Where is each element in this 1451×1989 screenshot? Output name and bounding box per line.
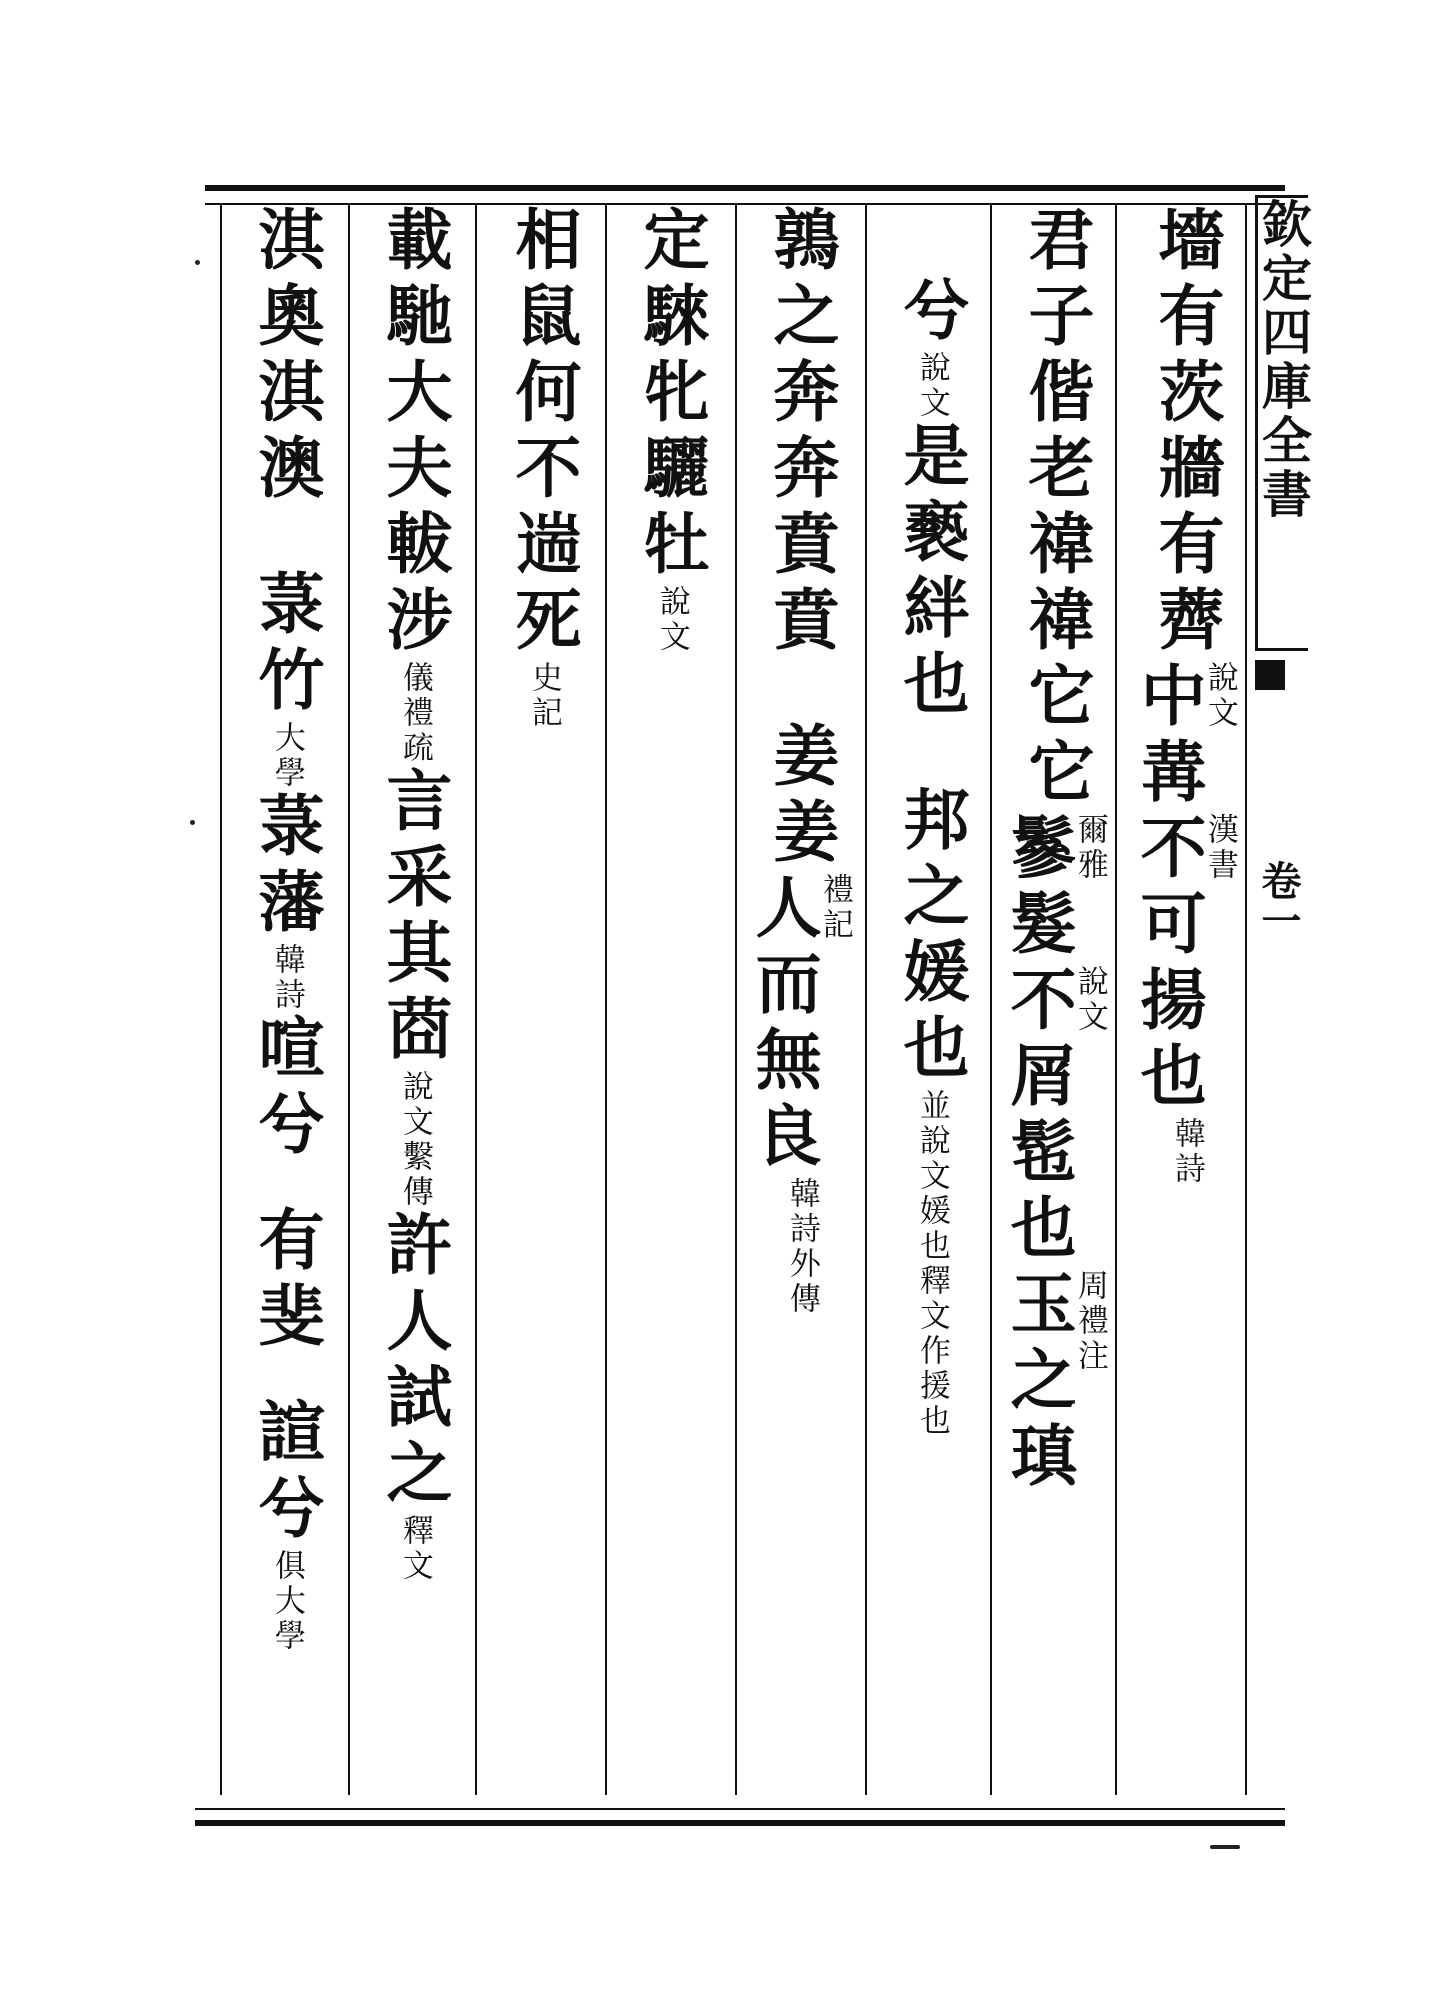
fishtail-mark [1255, 660, 1285, 690]
annotation-note: 史記 [525, 661, 562, 731]
column-segment [999, 965, 1108, 1269]
annotation-note: 禮記 [816, 873, 853, 943]
margin-juan-label: 卷一 [1255, 860, 1302, 940]
annotation-note: 並說文媛也釋文作援也 [913, 1089, 950, 1439]
main-text: 許人試之 [375, 1210, 453, 1514]
main-text: 中冓 [1129, 661, 1208, 813]
main-text: 載馳大夫軷涉 [375, 205, 453, 661]
margin-title-box [1254, 195, 1313, 651]
main-text: 不屑髢也 [999, 965, 1078, 1269]
annotation-note: 周禮注 [1071, 1269, 1108, 1374]
column-rule [735, 205, 737, 1795]
main-text: 鶉之奔奔賁賁 [762, 205, 840, 661]
margin-book-title: 欽定四庫全書 [1254, 198, 1313, 522]
column-rule [348, 205, 350, 1795]
main-text: 姜姜 [762, 721, 840, 873]
main-text: 兮 [892, 275, 970, 351]
scan-speck [190, 820, 195, 825]
main-text: 言采其莔 [375, 766, 453, 1070]
column-segment [375, 205, 453, 661]
column-segment [1147, 205, 1225, 661]
text-column-4 [745, 205, 857, 1805]
main-text: 菉藩 [247, 791, 325, 943]
annotation-note: 漢書 [1201, 813, 1238, 883]
top-border-frame [205, 185, 1285, 205]
main-text: 相鼠何不遄死 [504, 205, 582, 661]
text-column-3 [875, 205, 987, 1805]
annotation-note: 說文 [1071, 965, 1108, 1035]
column-rule [990, 205, 992, 1795]
column-rule [220, 205, 222, 1795]
annotation-note: 爾雅 [1071, 813, 1108, 883]
main-text: 邦之媛也 [892, 785, 970, 1089]
main-text: 諠兮 [247, 1397, 325, 1549]
text-column-7 [358, 205, 470, 1805]
annotation-note: 韓詩 [268, 943, 305, 1013]
main-text: 墻有茨牆有薺 [1147, 205, 1225, 661]
annotation-note: 韓詩 [1168, 1117, 1205, 1187]
annotation-note: 說文 [913, 351, 950, 421]
main-text: 菉竹 [247, 569, 325, 721]
annotation-note: 韓詩外傳 [783, 1177, 820, 1317]
column-segment [1129, 813, 1238, 1117]
column-rule [1115, 205, 1117, 1795]
scan-speck [195, 260, 200, 265]
annotation-note: 說文繫傳 [396, 1070, 433, 1210]
text-column-5 [615, 205, 727, 1805]
column-segment [744, 873, 853, 1177]
main-text: 鬖髮 [999, 813, 1078, 965]
main-text: 喧兮 [247, 1013, 325, 1165]
text-column-6 [487, 205, 599, 1805]
text-column-2 [1000, 205, 1112, 1805]
annotation-note: 說文 [653, 585, 690, 655]
column-segment [999, 1269, 1108, 1497]
column-rule [605, 205, 607, 1795]
main-text: 是褻絆也 [892, 421, 970, 725]
column-rule [475, 205, 477, 1795]
column-segment [1129, 661, 1238, 813]
annotation-note: 說文 [1201, 661, 1238, 731]
main-text: 有斐 [247, 1205, 325, 1357]
column-rule [1245, 205, 1247, 1795]
column-segment [999, 813, 1108, 965]
main-text: 人而無良 [744, 873, 823, 1177]
bottom-border-frame [195, 1808, 1285, 1826]
main-text: 君子偕老禕禕它它 [1017, 205, 1095, 813]
text-column-8 [230, 205, 342, 1805]
main-text: 玉之瑱 [999, 1269, 1078, 1497]
annotation-note: 釋文 [396, 1514, 433, 1584]
main-text: 不可揚也 [1129, 813, 1208, 1117]
annotation-note: 儀禮疏 [396, 661, 433, 766]
main-text: 淇奧淇澳 [247, 205, 325, 509]
main-text: 定騋牝驪牡 [632, 205, 710, 585]
scan-speck [1210, 1845, 1240, 1849]
annotation-note: 俱大學 [268, 1549, 305, 1654]
column-rule [865, 205, 867, 1795]
text-column-1 [1130, 205, 1242, 1805]
annotation-note: 大學 [268, 721, 305, 791]
